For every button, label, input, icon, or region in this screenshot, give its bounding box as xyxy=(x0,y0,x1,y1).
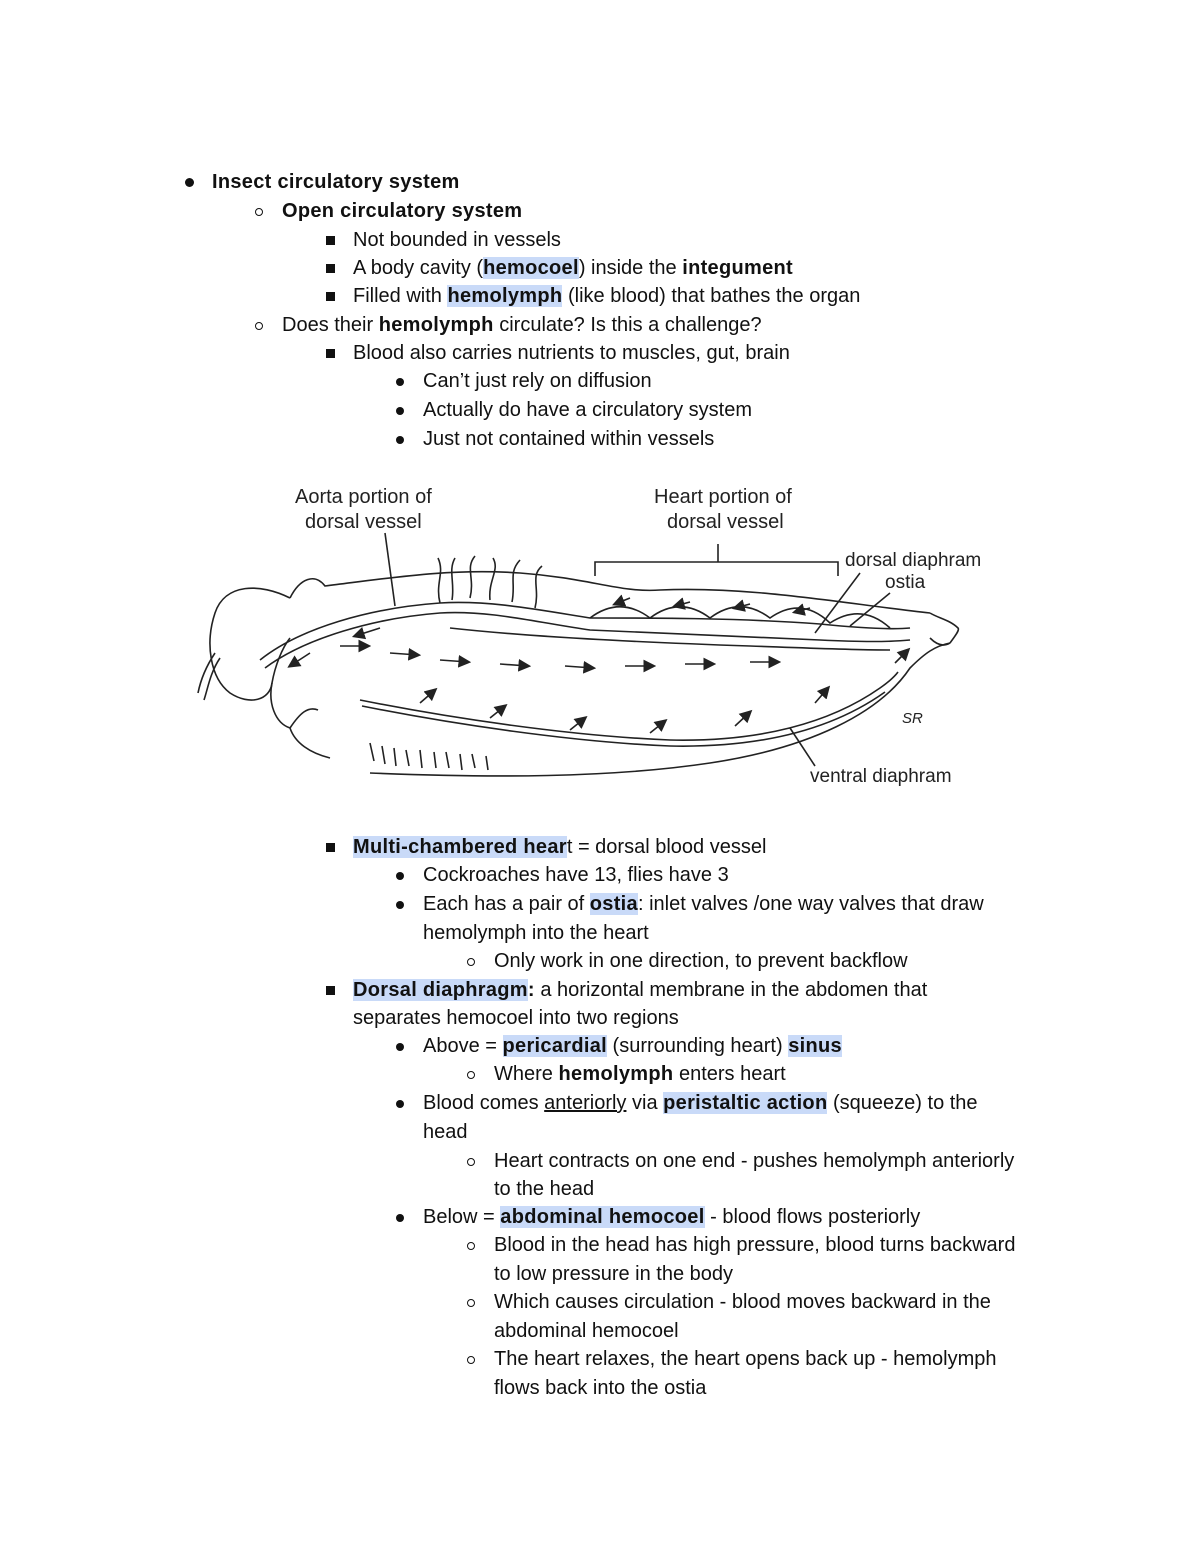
bullet-ring-icon xyxy=(244,311,274,339)
outline-text-segment: Each has a pair of xyxy=(423,893,590,915)
outline-text-segment: Dorsal diaphragm xyxy=(353,979,528,1001)
outline-text-segment: ostia xyxy=(589,893,638,915)
bullet-square-icon xyxy=(315,226,345,254)
outline-line xyxy=(282,197,522,225)
outline-line xyxy=(494,1147,1014,1175)
outline-text-segment: hemolymph xyxy=(558,1063,674,1085)
outline-text-segment: abdominal hemocoel xyxy=(500,1206,705,1228)
bullet-square-icon xyxy=(315,254,345,282)
outline-text-segment: Where xyxy=(494,1063,559,1085)
outline-text-segment: Filled with xyxy=(353,285,448,307)
outline-line xyxy=(423,890,984,918)
outline-text-segment: Only work in one direction, to prevent backflow xyxy=(494,950,908,972)
head-outline xyxy=(210,588,290,700)
outline-text-segment: Which causes circulation - blood moves backward in the xyxy=(494,1291,991,1313)
outline-text-segment: via xyxy=(626,1092,664,1114)
bullet-ring-icon xyxy=(456,1060,486,1088)
outline-text-segment: sinus xyxy=(788,1035,842,1057)
outline-text-segment: Insect circulatory system xyxy=(212,171,460,193)
flow-arrow xyxy=(355,628,380,636)
dorsal-diaphram xyxy=(450,628,890,650)
outline-line xyxy=(494,1260,733,1288)
label-aorta-line1: Aorta portion of xyxy=(295,486,432,508)
flow-arrow xyxy=(650,721,665,733)
flow-arrow xyxy=(735,712,750,726)
body-ventral-outline xyxy=(370,643,950,776)
bullet-ring-icon xyxy=(456,1345,486,1373)
outline-line xyxy=(494,1175,594,1203)
bullet-dot-icon xyxy=(385,890,415,918)
label-heart-line2: dorsal vessel xyxy=(667,511,784,533)
outline-line xyxy=(494,947,908,975)
outline-text-segment: Multi-chambered hear xyxy=(353,836,567,858)
aorta-branches xyxy=(438,556,542,608)
outline-text-segment: hemocoel xyxy=(483,257,579,279)
outline-text-segment: to the head xyxy=(494,1178,595,1200)
bullet-ring-icon xyxy=(456,1147,486,1175)
outline-text-segment: A body cavity ( xyxy=(353,257,484,279)
outline-line xyxy=(353,1004,679,1032)
flow-arrow xyxy=(490,706,505,718)
outline-line xyxy=(353,339,790,367)
signature-mark: SR xyxy=(902,710,923,727)
outline-line xyxy=(423,1032,842,1060)
outline-line xyxy=(353,254,793,282)
label-ventral-diaphram: ventral diaphram xyxy=(810,766,952,787)
leg-stubs xyxy=(370,743,488,770)
outline-text-segment: Below = xyxy=(423,1206,501,1228)
bullet-dot-icon xyxy=(385,367,415,395)
flow-arrow xyxy=(500,664,528,666)
ostia-leader xyxy=(850,593,890,626)
bullet-square-icon xyxy=(315,833,345,861)
bullet-ring-icon xyxy=(244,197,274,225)
outline-text-segment: hemolymph xyxy=(378,314,494,336)
flow-arrow xyxy=(420,690,435,703)
label-ostia: ostia xyxy=(885,572,926,593)
bullet-square-icon xyxy=(315,282,345,310)
label-aorta-line2: dorsal vessel xyxy=(305,511,422,533)
flow-arrow xyxy=(895,650,908,663)
outline-text-segment: - blood flows posteriorly xyxy=(704,1206,921,1228)
outline-text-segment: integument xyxy=(682,257,793,279)
outline-line xyxy=(423,367,652,395)
outline-text-segment: head xyxy=(423,1121,468,1143)
outline-line xyxy=(494,1288,991,1316)
bullet-dot-icon xyxy=(174,168,204,196)
bullet-dot-icon xyxy=(385,1032,415,1060)
outline-text-segment: Just not contained within vessels xyxy=(423,428,715,450)
outline-text-segment: : inlet valves /one way valves that draw xyxy=(637,893,984,915)
outline-text-segment: separates hemocoel into two regions xyxy=(353,1007,679,1029)
outline-line xyxy=(423,396,752,424)
outline-text-segment: pericardial xyxy=(502,1035,607,1057)
outline-line xyxy=(353,226,561,254)
outline-text-segment: Blood in the head has high pressure, blood turns backward xyxy=(494,1234,1016,1256)
outline-line xyxy=(494,1374,706,1402)
bullet-square-icon xyxy=(315,976,345,1004)
outline-text-segment: flows back into the ostia xyxy=(494,1377,707,1399)
bullet-dot-icon xyxy=(385,1203,415,1231)
outline-text-segment: to low pressure in the body xyxy=(494,1263,734,1285)
bullet-dot-icon xyxy=(385,425,415,453)
mouthparts xyxy=(198,653,330,758)
outline-line xyxy=(494,1060,786,1088)
abdomen-tip xyxy=(930,613,958,645)
outline-line xyxy=(353,833,766,861)
outline-text-segment: (squeeze) to the xyxy=(827,1092,978,1114)
bullet-square-icon xyxy=(315,339,345,367)
flow-arrow xyxy=(390,653,418,655)
outline-text-segment: Above = xyxy=(423,1035,503,1057)
outline-line xyxy=(494,1231,1015,1259)
outline-text-segment: Heart contracts on one end - pushes hemolymph anteriorly xyxy=(494,1150,1015,1172)
outline-text-segment: Blood comes xyxy=(423,1092,545,1114)
outline-text-segment: Not bounded in vessels xyxy=(353,229,561,251)
heart-bracket xyxy=(595,562,838,576)
bullet-dot-icon xyxy=(385,1089,415,1117)
outline-text-segment: Does their xyxy=(282,314,379,336)
outline-text-segment: Actually do have a circulatory system xyxy=(423,399,753,421)
outline-line xyxy=(282,311,762,339)
outline-line xyxy=(423,425,714,453)
aorta-leader xyxy=(385,533,395,606)
insect-circulation-diagram xyxy=(190,478,990,798)
flow-arrow xyxy=(440,660,468,662)
outline-text-segment: Open circulatory system xyxy=(282,200,523,222)
label-heart-line1: Heart portion of xyxy=(654,486,792,508)
outline-text-segment: The heart relaxes, the heart opens back up - hemolymph xyxy=(494,1348,997,1370)
flow-arrow xyxy=(675,602,690,606)
outline-line xyxy=(212,168,460,196)
outline-text-segment: Blood also carries nutrients to muscles, gut, brain xyxy=(353,342,790,364)
bullet-ring-icon xyxy=(456,1288,486,1316)
outline-line xyxy=(423,1118,468,1146)
outline-text-segment: Cockroaches have 13, flies have 3 xyxy=(423,864,729,886)
outline-line xyxy=(423,861,729,889)
outline-text-segment: circulate? Is this a challenge? xyxy=(493,314,762,336)
outline-text-segment: anteriorly xyxy=(544,1092,627,1114)
outline-line xyxy=(423,1203,920,1231)
outline-text-segment: hemolymph xyxy=(447,285,563,307)
label-dorsal-diaphram: dorsal diaphram xyxy=(845,550,982,571)
outline-text-segment: enters heart xyxy=(673,1063,786,1085)
outline-text-segment: t = dorsal blood vessel xyxy=(566,836,767,858)
outline-line xyxy=(423,1089,978,1117)
outline-text-segment: peristaltic action xyxy=(663,1092,828,1114)
outline-text-segment: Can’t just rely on diffusion xyxy=(423,370,652,392)
flow-arrow xyxy=(290,653,310,666)
bullet-ring-icon xyxy=(456,1231,486,1259)
outline-text-segment: hemolymph into the heart xyxy=(423,922,649,944)
outline-line xyxy=(353,976,927,1004)
outline-text-segment: a horizontal membrane in the abdomen that xyxy=(534,979,928,1001)
flow-arrow xyxy=(615,598,630,604)
outline-text-segment: (surrounding heart) xyxy=(606,1035,789,1057)
outline-line xyxy=(494,1317,679,1345)
bullet-dot-icon xyxy=(385,396,415,424)
flow-arrow xyxy=(815,688,828,703)
flow-arrow xyxy=(565,666,593,668)
bullet-dot-icon xyxy=(385,861,415,889)
outline-text-segment: : xyxy=(527,979,535,1001)
outline-text-segment: ) inside the xyxy=(578,257,683,279)
outline-line xyxy=(423,919,649,947)
outline-line xyxy=(353,282,860,310)
outline-text-segment: abdominal hemocoel xyxy=(494,1320,679,1342)
outline-line xyxy=(494,1345,997,1373)
flow-arrow xyxy=(570,718,585,730)
dorsal-vessel-lower xyxy=(265,613,910,668)
bullet-ring-icon xyxy=(456,947,486,975)
outline-text-segment: (like blood) that bathes the organ xyxy=(562,285,861,307)
